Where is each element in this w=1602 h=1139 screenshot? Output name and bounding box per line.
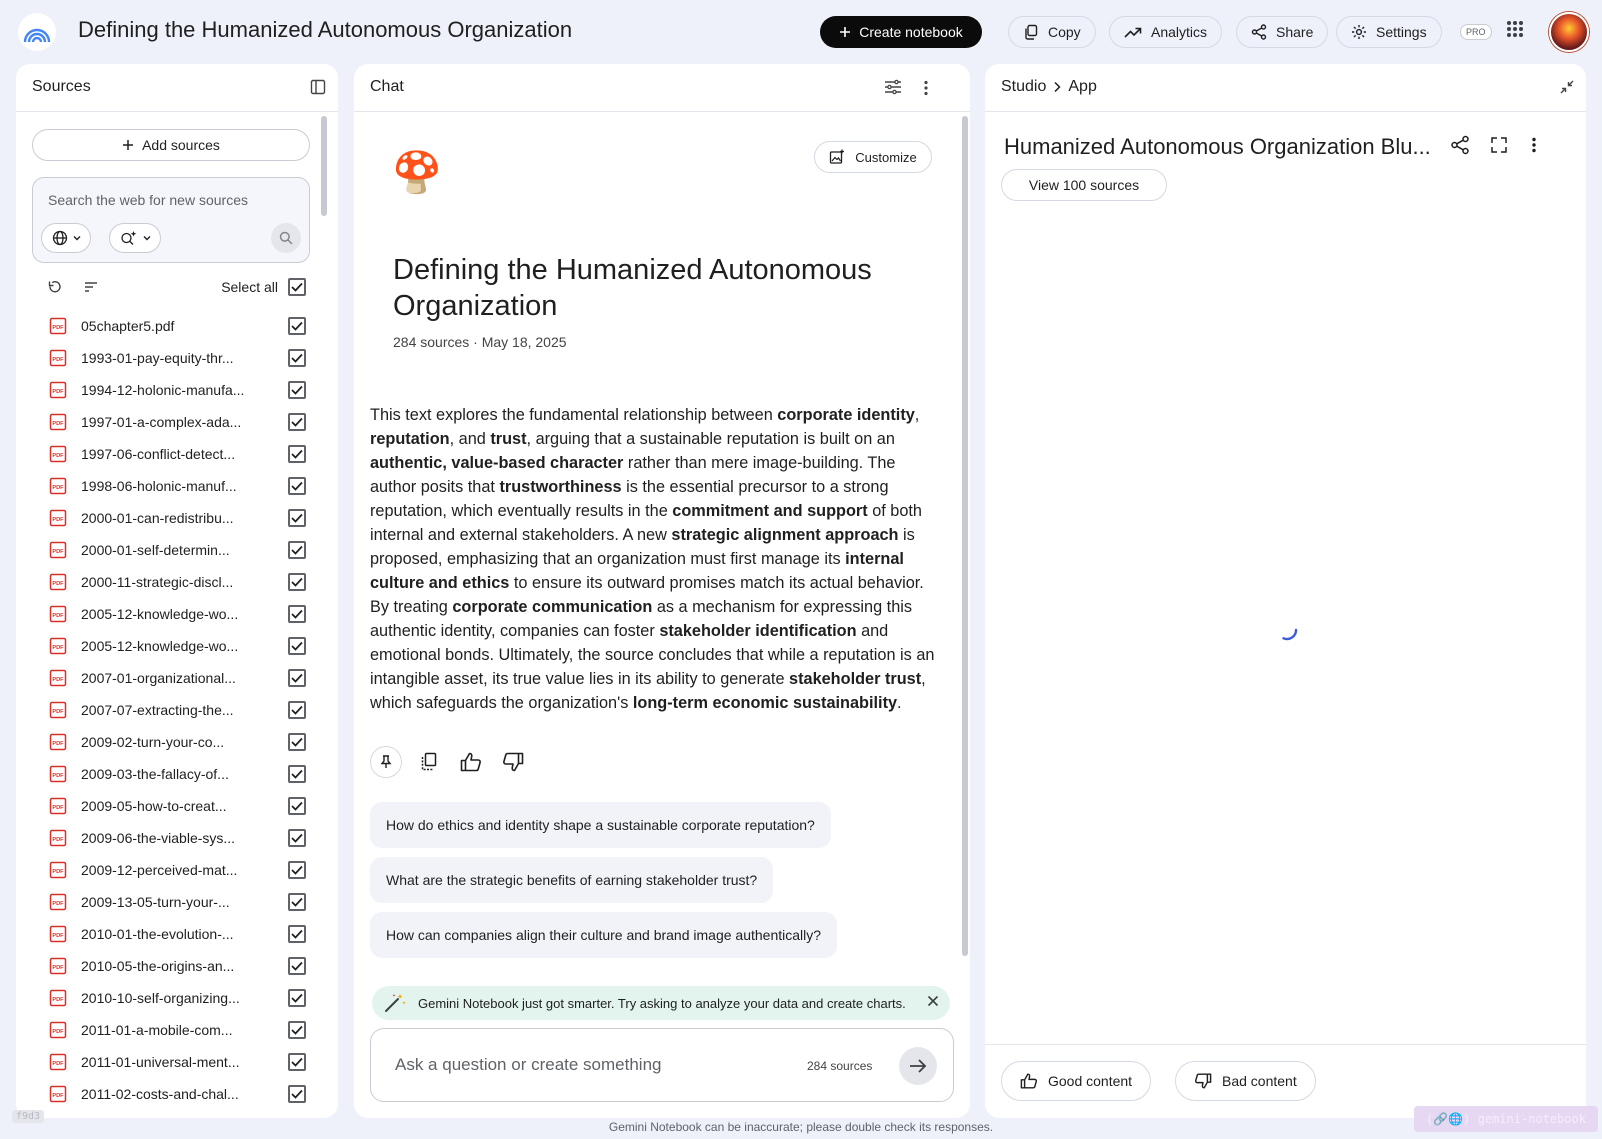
pdf-icon <box>49 925 67 943</box>
pdf-icon <box>49 541 67 559</box>
source-checkbox[interactable] <box>288 445 306 463</box>
source-item[interactable] <box>32 502 310 534</box>
fullscreen-icon[interactable] <box>1491 137 1507 153</box>
chevron-down-icon <box>142 233 152 243</box>
sources-scrollbar[interactable] <box>321 116 327 216</box>
source-name: 2009-12-perceived-mat... <box>81 862 238 878</box>
web-source-dropdown[interactable] <box>41 223 91 253</box>
svg-text:PDF: PDF <box>52 1060 64 1067</box>
source-item[interactable] <box>32 726 310 758</box>
check-icon <box>291 513 303 523</box>
summary-keyword: trustworthiness <box>499 478 622 496</box>
source-checkbox[interactable] <box>288 925 306 943</box>
copy-button[interactable] <box>1008 16 1096 48</box>
sources-panel <box>16 64 338 1118</box>
source-name: 1998-06-holonic-manuf... <box>81 478 237 494</box>
research-mode-dropdown[interactable] <box>109 223 161 253</box>
source-checkbox[interactable] <box>288 381 306 399</box>
source-checkbox[interactable] <box>288 701 306 719</box>
summary-text: is the essential precursor to a strong reputation, which eventually results in the <box>370 478 889 520</box>
svg-text:PDF: PDF <box>52 932 64 939</box>
source-name: 2011-01-a-mobile-com... <box>81 1022 233 1038</box>
summary-keyword: stakeholder identification <box>659 622 857 640</box>
select-all-checkbox[interactable] <box>288 278 306 296</box>
close-icon[interactable] <box>926 994 940 1008</box>
good-content-button[interactable] <box>1001 1061 1151 1101</box>
chat-panel <box>354 64 970 1118</box>
sparkle-search-icon <box>120 230 138 246</box>
app-logo[interactable] <box>18 13 56 51</box>
source-item[interactable] <box>32 374 310 406</box>
source-item[interactable] <box>32 1046 310 1078</box>
source-checkbox[interactable] <box>288 957 306 975</box>
check-icon <box>291 801 303 811</box>
svg-text:PDF: PDF <box>52 676 64 683</box>
debug-tag: f9d3 <box>12 1110 44 1123</box>
svg-text:PDF: PDF <box>52 1092 64 1099</box>
notebook-emoji: 🍄 <box>392 151 442 195</box>
svg-text:PDF: PDF <box>52 964 64 971</box>
summary-text: . <box>897 694 902 712</box>
summary-text: , which safeguards the organization's <box>370 670 926 712</box>
pdf-icon <box>49 797 67 815</box>
svg-text:PDF: PDF <box>52 516 64 523</box>
source-name: 2007-07-extracting-the... <box>81 702 234 718</box>
ask-box <box>370 1028 954 1102</box>
thumbs-down-icon <box>502 752 524 772</box>
studio-panel <box>985 64 1586 1118</box>
source-item[interactable] <box>32 438 310 470</box>
check-icon <box>291 321 303 331</box>
chevron-down-icon <box>72 233 82 243</box>
source-checkbox[interactable] <box>288 413 306 431</box>
svg-text:PDF: PDF <box>52 484 64 491</box>
source-checkbox[interactable] <box>288 541 306 559</box>
collapse-panel-icon[interactable] <box>310 79 326 95</box>
studio-app-title: Humanized Autonomous Organization Blu... <box>1004 134 1431 159</box>
source-item[interactable] <box>32 662 310 694</box>
view-sources-button[interactable]: View 100 sources <box>1001 169 1167 201</box>
copy-icon <box>420 752 438 772</box>
search-submit-button[interactable] <box>271 223 301 253</box>
trending-up-icon <box>1124 25 1142 39</box>
check-icon <box>291 993 303 1003</box>
sources-title: Sources <box>32 78 91 95</box>
source-item[interactable] <box>32 342 310 374</box>
pdf-icon <box>49 509 67 527</box>
check-icon <box>291 609 303 619</box>
svg-text:PDF: PDF <box>52 836 64 843</box>
settings-button[interactable] <box>1336 16 1442 48</box>
svg-text:PDF: PDF <box>52 996 64 1003</box>
web-search-box <box>32 177 310 263</box>
summary-keyword: corporate identity <box>777 406 915 424</box>
source-checkbox[interactable] <box>288 349 306 367</box>
arrow-right-icon <box>909 1058 927 1074</box>
source-item[interactable] <box>32 1014 310 1046</box>
svg-text:PDF: PDF <box>52 324 64 331</box>
source-checkbox[interactable] <box>288 509 306 527</box>
plus-icon <box>122 139 134 151</box>
source-name: 2000-01-can-redistribu... <box>81 510 234 526</box>
check-icon <box>291 353 303 363</box>
summary-text: is proposed, emphasizing that an organization must first manage its <box>370 526 915 568</box>
apps-grid-icon[interactable] <box>1506 20 1524 38</box>
check-icon <box>291 673 303 683</box>
pdf-icon <box>49 413 67 431</box>
breadcrumb <box>1001 78 1097 96</box>
source-item[interactable] <box>32 822 310 854</box>
source-name: 2009-13-05-turn-your-... <box>81 894 230 910</box>
good-content-label: Good content <box>1048 1073 1133 1089</box>
loading-spinner <box>1275 618 1299 642</box>
summary-text: , <box>914 406 920 424</box>
svg-text:PDF: PDF <box>52 580 64 587</box>
source-name: 2000-11-strategic-discl... <box>81 574 234 590</box>
response-actions <box>370 744 528 780</box>
source-item[interactable] <box>32 950 310 982</box>
source-checkbox[interactable] <box>288 637 306 655</box>
source-name: 2010-10-self-organizing... <box>81 990 240 1006</box>
source-item[interactable] <box>32 534 310 566</box>
search-icon <box>279 231 293 245</box>
source-checkbox[interactable] <box>288 765 306 783</box>
source-checkbox[interactable] <box>288 669 306 687</box>
thumbs-down-button[interactable] <box>498 747 528 777</box>
svg-text:PDF: PDF <box>52 708 64 715</box>
source-list-tools <box>32 274 310 300</box>
chevron-right-icon <box>1052 81 1062 93</box>
source-checkbox[interactable] <box>288 893 306 911</box>
disclaimer: Gemini Notebook can be inaccurate; please double check its responses. <box>608 1120 994 1134</box>
check-icon <box>291 385 303 395</box>
source-name: 2010-01-the-evolution-... <box>81 926 234 942</box>
pdf-icon <box>49 637 67 655</box>
check-icon <box>291 481 303 491</box>
analytics-button[interactable] <box>1109 16 1222 48</box>
sort-icon[interactable] <box>84 281 98 293</box>
notebook-title[interactable]: Defining the Humanized Autonomous Organization <box>78 17 573 42</box>
suggested-question[interactable]: How do ethics and identity shape a sustainable corporate reputation? <box>370 802 831 848</box>
source-item[interactable] <box>32 598 310 630</box>
summary-keyword: authentic, value-based character <box>370 454 624 472</box>
globe-icon <box>52 230 68 246</box>
top-bar <box>0 0 1602 64</box>
svg-text:PDF: PDF <box>52 740 64 747</box>
check-icon <box>291 705 303 715</box>
source-item[interactable] <box>32 470 310 502</box>
breadcrumb-studio[interactable]: Studio <box>1001 78 1047 95</box>
pdf-icon <box>49 349 67 367</box>
source-checkbox[interactable] <box>288 573 306 591</box>
pdf-icon <box>49 765 67 783</box>
pdf-icon <box>49 989 67 1007</box>
thumbs-up-button[interactable] <box>456 747 486 777</box>
image-edit-icon <box>829 149 845 165</box>
summary-text: , arguing that a sustainable reputation is built on an <box>526 430 895 448</box>
check-icon <box>291 641 303 651</box>
more-vert-icon[interactable] <box>1532 137 1536 153</box>
svg-text:PDF: PDF <box>52 612 64 619</box>
source-item[interactable] <box>32 790 310 822</box>
copy-response-button[interactable] <box>414 747 444 777</box>
source-name: 2009-03-the-fallacy-of... <box>81 766 229 782</box>
pdf-icon <box>49 477 67 495</box>
source-checkbox[interactable] <box>288 829 306 847</box>
pdf-icon <box>49 701 67 719</box>
suggested-question[interactable]: What are the strategic benefits of earning stakeholder trust? <box>370 857 773 903</box>
source-name: 2010-05-the-origins-an... <box>81 958 235 974</box>
copy-label: Copy <box>1048 24 1081 40</box>
check-icon <box>291 1089 303 1099</box>
source-item[interactable] <box>32 854 310 886</box>
copy-icon <box>1023 24 1039 40</box>
pdf-icon <box>49 1021 67 1039</box>
thumbs-up-icon <box>460 752 482 772</box>
source-item[interactable] <box>32 694 310 726</box>
check-icon <box>291 577 303 587</box>
source-checkbox[interactable] <box>288 1085 306 1103</box>
pdf-icon <box>49 893 67 911</box>
pin-button[interactable] <box>370 746 402 778</box>
pdf-icon <box>49 861 67 879</box>
add-sources-label: Add sources <box>142 137 220 153</box>
source-checkbox[interactable] <box>288 989 306 1007</box>
bad-content-button[interactable] <box>1175 1061 1316 1101</box>
select-all-label: Select all <box>221 279 278 295</box>
pdf-icon <box>49 957 67 975</box>
source-name: 2011-01-universal-ment... <box>81 1054 240 1070</box>
chat-meta: 284 sources · May 18, 2025 <box>393 334 567 350</box>
more-vert-icon[interactable] <box>924 80 928 96</box>
chat-scrollbar[interactable] <box>962 116 968 956</box>
analytics-label: Analytics <box>1151 24 1208 40</box>
svg-text:PDF: PDF <box>52 900 64 907</box>
create-notebook-label: Create notebook <box>859 24 963 40</box>
summary-text: and emotional bonds. Ultimately, the source concludes that while a reputation is an intangible asset, its true value lies in its ability to generate <box>370 622 935 688</box>
pin-icon <box>380 755 392 769</box>
thumbs-down-icon <box>1194 1073 1212 1089</box>
check-icon <box>291 769 303 779</box>
check-icon <box>291 417 303 427</box>
pdf-icon <box>49 1053 67 1071</box>
suggested-question[interactable]: How can companies align their culture and brand image authentically? <box>370 912 837 958</box>
svg-text:PDF: PDF <box>52 452 64 459</box>
source-checkbox[interactable] <box>288 605 306 623</box>
source-name: 1997-06-conflict-detect... <box>81 446 236 462</box>
source-item[interactable] <box>32 886 310 918</box>
logo-icon <box>22 21 52 43</box>
source-name: 2000-01-self-determin... <box>81 542 230 558</box>
summary-keyword: reputation <box>370 430 450 448</box>
check-icon <box>291 929 303 939</box>
source-checkbox[interactable] <box>288 317 306 335</box>
source-name: 1993-01-pay-equity-thr... <box>81 350 234 366</box>
summary-keyword: commitment and support <box>672 502 868 520</box>
svg-text:PDF: PDF <box>52 548 64 555</box>
check-icon <box>291 897 303 907</box>
source-checkbox[interactable] <box>288 1053 306 1071</box>
summary-keyword: long-term economic sustainability <box>632 694 898 712</box>
svg-text:PDF: PDF <box>52 772 64 779</box>
check-icon <box>291 545 303 555</box>
svg-text:PDF: PDF <box>52 356 64 363</box>
source-item[interactable] <box>32 1078 310 1110</box>
source-checkbox[interactable] <box>288 861 306 879</box>
create-notebook-button[interactable] <box>820 16 982 48</box>
pdf-icon <box>49 733 67 751</box>
chat-header <box>354 64 970 112</box>
check-icon <box>291 833 303 843</box>
source-list <box>32 310 310 1110</box>
magic-wand-icon <box>384 993 406 1013</box>
source-checkbox[interactable] <box>288 477 306 495</box>
summary-text: as a mechanism for expressing this authentic identity, companies can foster <box>370 598 913 640</box>
chat-title: Chat <box>370 78 404 95</box>
svg-text:PDF: PDF <box>52 388 64 395</box>
source-name: 2007-01-organizational... <box>81 670 236 686</box>
source-name: 1997-01-a-complex-ada... <box>81 414 242 430</box>
ask-input[interactable] <box>395 1055 775 1075</box>
pdf-icon <box>49 381 67 399</box>
source-item[interactable] <box>32 630 310 662</box>
source-name: 1994-12-holonic-manufa... <box>81 382 245 398</box>
plus-icon <box>839 26 851 38</box>
source-checkbox[interactable] <box>288 797 306 815</box>
summary-keyword: internal culture and ethics <box>370 550 904 592</box>
source-name: 2011-02-costs-and-chal... <box>81 1086 239 1102</box>
account-avatar[interactable] <box>1549 12 1589 52</box>
summary-text: to ensure its outward promises match its actual behavior. By treating <box>370 574 924 616</box>
summary-text: of both internal and external stakeholders. A new <box>370 502 922 544</box>
tip-banner <box>372 986 950 1020</box>
refresh-icon[interactable] <box>47 279 63 295</box>
summary-keyword: strategic alignment approach <box>671 526 899 544</box>
studio-header <box>985 64 1586 112</box>
summary-keyword: stakeholder trust <box>789 670 922 688</box>
svg-text:PDF: PDF <box>52 868 64 875</box>
breadcrumb-app: App <box>1068 78 1097 95</box>
svg-text:PDF: PDF <box>52 804 64 811</box>
share-icon <box>1251 24 1267 40</box>
customize-button[interactable] <box>814 141 932 173</box>
customize-label: Customize <box>855 149 917 165</box>
summary-keyword: corporate communication <box>452 598 653 616</box>
settings-label: Settings <box>1376 24 1427 40</box>
pdf-icon <box>49 317 67 335</box>
source-checkbox[interactable] <box>288 1021 306 1039</box>
svg-text:PDF: PDF <box>52 420 64 427</box>
check-icon <box>291 449 303 459</box>
gear-icon <box>1351 24 1367 40</box>
chat-notebook-title: Defining the Humanized Autonomous Organization <box>393 254 872 322</box>
check-icon <box>291 865 303 875</box>
thumbs-up-icon <box>1020 1073 1038 1089</box>
pdf-icon <box>49 829 67 847</box>
check-icon <box>291 1025 303 1035</box>
source-item[interactable] <box>32 758 310 790</box>
collapse-icon[interactable] <box>1560 80 1574 94</box>
share-button[interactable] <box>1236 16 1328 48</box>
check-icon <box>291 737 303 747</box>
bad-content-label: Bad content <box>1222 1073 1297 1089</box>
share-icon[interactable] <box>1450 135 1470 155</box>
source-item[interactable] <box>32 310 310 342</box>
send-button[interactable] <box>899 1047 937 1085</box>
summary-text: , and <box>449 430 491 448</box>
extension-badge: (🔗🌐) gemini-notebook <box>1414 1106 1598 1132</box>
summary-text: This text explores the fundamental relationship between <box>370 406 778 424</box>
pdf-icon <box>49 1085 67 1103</box>
pdf-icon <box>49 605 67 623</box>
share-label: Share <box>1276 24 1314 40</box>
check-icon <box>291 282 303 292</box>
svg-text:PDF: PDF <box>52 644 64 651</box>
ask-source-count: 284 sources <box>807 1059 873 1073</box>
source-item[interactable] <box>32 918 310 950</box>
pdf-icon <box>49 669 67 687</box>
notebook-summary <box>370 403 942 715</box>
source-name: 2005-12-knowledge-wo... <box>81 638 239 654</box>
web-search-input[interactable] <box>48 192 288 208</box>
source-checkbox[interactable] <box>288 733 306 751</box>
source-name: 2005-12-knowledge-wo... <box>81 606 239 622</box>
summary-keyword: trust <box>490 430 527 448</box>
summary-text: rather than mere image-building. The author posits that <box>370 454 896 496</box>
source-name: 2009-02-turn-your-co... <box>81 734 225 750</box>
source-name: 2009-06-the-viable-sys... <box>81 830 236 846</box>
tip-text: Gemini Notebook just got smarter. Try asking to analyze your data and create charts. <box>418 995 906 1011</box>
check-icon <box>291 1057 303 1067</box>
check-icon <box>291 961 303 971</box>
svg-text:PDF: PDF <box>52 1028 64 1035</box>
source-item[interactable] <box>32 982 310 1014</box>
tune-icon[interactable] <box>884 79 902 95</box>
pro-badge: PRO <box>1460 24 1492 40</box>
add-sources-button[interactable] <box>32 129 310 161</box>
source-item[interactable] <box>32 406 310 438</box>
sources-header <box>16 64 338 112</box>
source-name: 05chapter5.pdf <box>81 318 175 334</box>
pdf-icon <box>49 445 67 463</box>
source-name: 2009-05-how-to-creat... <box>81 798 227 814</box>
source-item[interactable] <box>32 566 310 598</box>
pdf-icon <box>49 573 67 591</box>
